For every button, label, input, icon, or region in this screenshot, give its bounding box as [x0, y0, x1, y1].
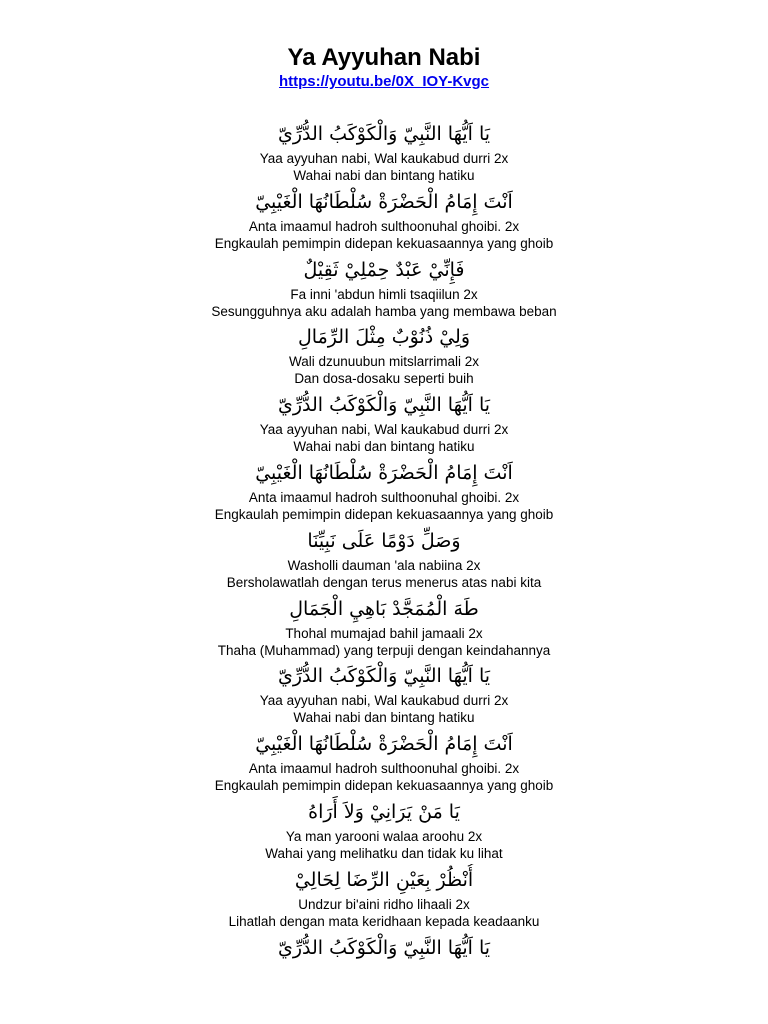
translation-line: Engkaulah pemimpin didepan kekuasaannya yang ghoib [214, 506, 554, 522]
arabic-line: أُنْظُرْ بِعَيْنِ الرِّضَا لِحَالِيْ [294, 868, 474, 891]
verse [0, 796, 768, 864]
verse [0, 118, 768, 186]
arabic-line: يَا اَيُّهَا النَّبِيّ وَالْكَوْكَبُ الدُّرِّيّ [277, 123, 491, 145]
translation-line: Wahai nabi dan bintang hatiku [293, 168, 475, 183]
arabic-line: يَا اَيُّهَا النَّبِيّ وَالْكَوْكَبُ الدُّرِّيّ [277, 665, 491, 688]
arabic-line: فَإِنِّيْ عَبْدٌ حِمْلِيْ ثَقِيْلٌ [303, 258, 465, 281]
verse [0, 254, 768, 322]
arabic-line: وَلِيْ ذُنُوْبٌ مِثْلَ الرِّمَالِ [298, 326, 470, 349]
page-title: Ya Ayyuhan Nabi [287, 44, 481, 71]
arabic-line: اَنْتَ إِمَامُ الْحَضْرَةْ سُلْطَانُهَا الْغَيْبِيّ [255, 733, 513, 756]
translation-line: Sesungguhnya aku adalah hamba yang membawa beban [211, 303, 557, 319]
translation-line: Thaha (Muhammad) yang terpuji dengan keindahannya [217, 642, 551, 658]
verse [0, 389, 768, 457]
arabic-line: يَا مَنْ يَرَانِيْ وَلاَ أَرَاهُ [308, 800, 460, 823]
translation-line: Wahai nabi dan bintang hatiku [293, 710, 475, 726]
transliteration-line: Undzur bi'aini ridho lihaali 2x [298, 896, 470, 912]
verse [0, 593, 768, 661]
translation-line: Bersholawatlah dengan terus menerus atas nabi kita [226, 574, 542, 590]
transliteration-line: Anta imaamul hadroh sulthoonuhal ghoibi. 2x [248, 761, 520, 777]
translation-line: Wahai nabi dan bintang hatiku [293, 439, 475, 455]
transliteration-line: Washolli dauman 'ala nabiina 2x [287, 557, 481, 573]
translation-line: Wahai yang melihatku dan tidak ku lihat [265, 845, 503, 861]
transliteration-line: Yaa ayyuhan nabi, Wal kaukabud durri 2x [259, 422, 509, 438]
arabic-line: يَا اَيُّهَا النَّبِيّ وَالْكَوْكَبُ الدُّرِّيّ [277, 394, 491, 417]
verse [0, 932, 768, 1000]
verse [0, 660, 768, 728]
translation-line: Dan dosa-dosaku seperti buih [294, 371, 474, 387]
transliteration-line: Wali dzunuubun mitslarrimali 2x [288, 354, 480, 370]
arabic-line: طَهَ الْمُمَجَّدْ بَاهِيِ الْجَمَالِ [289, 597, 479, 620]
lyrics-list [0, 118, 768, 999]
youtube-link[interactable]: https://youtu.be/0X_IOY-Kvgc [278, 73, 490, 90]
transliteration-line: Ya man yarooni walaa aroohu 2x [285, 828, 483, 844]
verse [0, 864, 768, 932]
verse [0, 321, 768, 389]
arabic-line: وَصَلِّ دَوْمًا عَلَى نَبِيِّنَا [307, 529, 461, 552]
arabic-line: اَنْتَ إِمَامُ الْحَضْرَةْ سُلْطَانُهَا الْغَيْبِيّ [255, 190, 513, 213]
verse [0, 186, 768, 254]
transliteration-line: Fa inni 'abdun himli tsaqiilun 2x [290, 286, 478, 302]
transliteration-line: Anta imaamul hadroh sulthoonuhal ghoibi. 2x [248, 218, 520, 234]
arabic-line: اَنْتَ إِمَامُ الْحَضْرَةْ سُلْطَانُهَا الْغَيْبِيّ [255, 461, 513, 484]
verse [0, 457, 768, 525]
translation-line: Engkaulah pemimpin didepan kekuasaannya yang ghoib [214, 778, 554, 794]
transliteration-line: Thohal mumajad bahil jamaali 2x [285, 625, 483, 641]
translation-line: Lihatlah dengan mata keridhaan kepada keadaanku [228, 913, 540, 929]
verse [0, 525, 768, 593]
arabic-line: يَا اَيُّهَا النَّبِيّ وَالْكَوْكَبُ الدُّرِّيّ [277, 936, 491, 959]
transliteration-line: Yaa ayyuhan nabi, Wal kaukabud durri 2x [259, 151, 509, 166]
transliteration-line: Yaa ayyuhan nabi, Wal kaukabud durri 2x [259, 693, 509, 709]
translation-line: Engkaulah pemimpin didepan kekuasaannya yang ghoib [214, 235, 554, 251]
transliteration-line: Anta imaamul hadroh sulthoonuhal ghoibi. 2x [248, 489, 520, 505]
verse [0, 728, 768, 796]
